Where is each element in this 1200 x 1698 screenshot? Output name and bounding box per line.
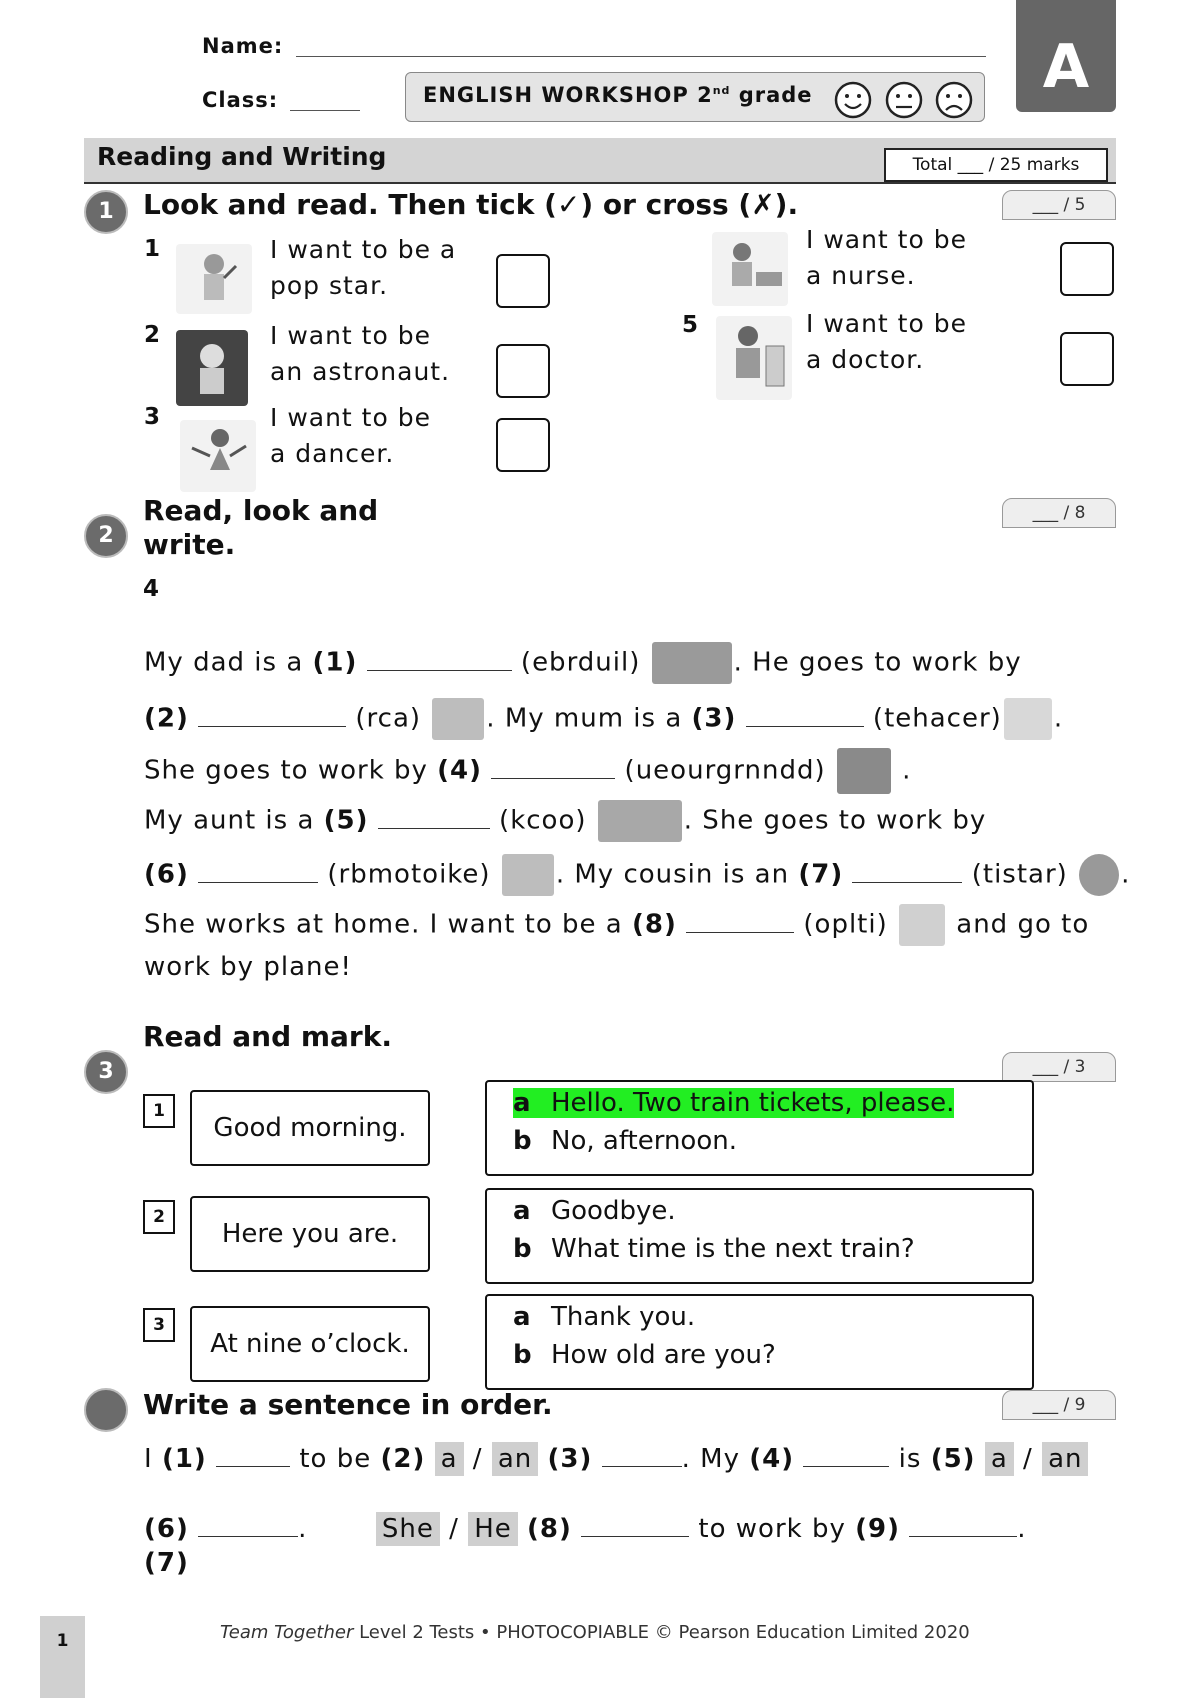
item-1-number: 1 [144,236,161,262]
task-2-title: Read, look and write. [143,494,379,561]
teacher-desk-icon [1004,698,1052,740]
paragraph-line-4: My aunt is a (5) (kcoo) . She goes to work by [144,800,986,842]
item-2-tickbox[interactable] [496,344,550,398]
paragraph-line-1: My dad is a (1) (ebrduil) . He goes to work by [144,642,1022,684]
motorbike-icon [502,854,554,896]
word-blank-8[interactable] [581,1516,689,1537]
neutral-face-icon[interactable] [884,80,924,120]
item-1-text: I want to be a pop star. [270,235,457,300]
task-3-number: 3 [84,1050,128,1094]
sentence-line-1: I (1) to be (2) a / an (3) . My (4) is (5) a / an [144,1442,1088,1476]
dancer-picture [180,420,256,492]
article-chip-an[interactable]: an [492,1442,538,1476]
section-title: Reading and Writing [97,142,387,171]
dialogue-3-prompt: At nine o’clock. [190,1306,430,1382]
total-marks-box: Total ___ / 25 marks [884,148,1108,182]
page-number: 1 [40,1616,85,1698]
word-blank-4[interactable] [803,1446,889,1467]
word-blank-3[interactable] [602,1446,682,1467]
task-1-title: Look and read. Then tick (✓) or cross (✗). [143,188,799,221]
item-5-tickbox[interactable] [1060,332,1114,386]
word-blank-1[interactable] [216,1446,290,1467]
dialogue-3-option-b[interactable]: b How old are you? [513,1340,776,1370]
paragraph-line-6: She works at home. I want to be a (8) (oplti) and go to [144,904,1089,946]
nurse-picture [712,232,788,306]
blank-4[interactable] [491,758,615,779]
pronoun-chip-he[interactable]: He [468,1512,518,1546]
cook-utensils-icon [598,800,682,842]
item-4-tickbox[interactable] [1060,242,1114,296]
article-chip-an-2[interactable]: an [1042,1442,1088,1476]
paragraph-line-3: She goes to work by (4) (ueourgrnndd) . [144,748,911,794]
item-2-number: 2 [144,322,161,348]
word-blank-9[interactable] [909,1516,1017,1537]
task-4-score: ___ / 9 [1002,1390,1116,1420]
footer-credit: Team Together Level 2 Tests • PHOTOCOPIABLE © Pearson Education Limited 2020 [220,1622,970,1643]
sentence-line-2: (6) . She / He (8) to work by (9) . [144,1514,1027,1544]
item-1-tickbox[interactable] [496,254,550,308]
task-1-score: ___ / 5 [1002,190,1116,220]
dialogue-2-number: 2 [143,1200,175,1234]
task-4-title: Write a sentence in order. [143,1388,553,1421]
item-5-number: 5 [682,312,699,338]
task-4-circle [84,1388,128,1432]
item-3-number: 3 [144,404,161,430]
stray-number: 4 [143,576,160,602]
dialogue-1-prompt: Good morning. [190,1090,430,1166]
dialogue-2-prompt: Here you are. [190,1196,430,1272]
task-2-score: ___ / 8 [1002,498,1116,528]
task-3-title: Read and mark. [143,1020,392,1053]
dialogue-3-option-a[interactable]: a Thank you. [513,1302,696,1332]
dialogue-2-option-a[interactable]: a Goodbye. [513,1196,676,1226]
item-3-tickbox[interactable] [496,418,550,472]
name-line[interactable] [296,56,986,57]
car-icon [432,698,484,740]
pronoun-chip-she[interactable]: She [376,1512,440,1546]
builder-tools-icon [652,642,732,684]
blank-3[interactable] [746,706,864,727]
item-5-text: I want to be a doctor. [806,309,967,374]
paragraph-line-7: work by plane! [144,952,352,982]
dialogue-1-option-b[interactable]: b No, afternoon. [513,1126,737,1156]
underground-train-icon [837,748,891,794]
item-2-text: I want to be an astronaut. [270,321,451,386]
paragraph-line-5: (6) (rbmotoike) . My cousin is an (7) (tistar) . [144,854,1130,896]
task-1-number: 1 [84,190,128,234]
class-line[interactable] [290,110,360,111]
item-4-text: I want to be a nurse. [806,225,967,290]
sentence-number-7: (7) [144,1548,189,1578]
task-3-score: ___ / 3 [1002,1052,1116,1082]
dialogue-1-options [485,1080,1034,1176]
doctor-picture [716,316,792,400]
blank-5[interactable] [378,808,490,829]
word-blank-6[interactable] [198,1516,298,1537]
article-chip-a-2[interactable]: a [985,1442,1014,1476]
class-label: Class: [202,88,279,112]
dialogue-2-options [485,1188,1034,1284]
item-3-text: I want to be a dancer. [270,403,431,468]
dialogue-1-option-a[interactable]: a Hello. Two train tickets, please. [513,1088,955,1118]
blank-8[interactable] [686,912,794,933]
blank-2[interactable] [198,706,346,727]
paragraph-line-2: (2) (rca) . My mum is a (3) (tehacer) . [144,698,1063,740]
workshop-title: ENGLISH WORKSHOP 2nd grade [423,83,813,107]
dialogue-3-options [485,1294,1034,1390]
blank-1[interactable] [367,650,512,671]
dialogue-3-number: 3 [143,1308,175,1342]
blank-6[interactable] [198,862,318,883]
dialogue-1-number: 1 [143,1094,175,1128]
happy-face-icon[interactable] [833,80,873,120]
test-version-badge: A [1016,0,1116,112]
artist-palette-icon [1079,854,1119,896]
blank-7[interactable] [852,862,962,883]
plane-icon [899,904,945,946]
name-label: Name: [202,34,284,58]
astronaut-picture [176,330,248,406]
sad-face-icon[interactable] [934,80,974,120]
dialogue-2-option-b[interactable]: b What time is the next train? [513,1234,915,1264]
pop-star-picture [176,244,252,314]
article-chip-a[interactable]: a [435,1442,464,1476]
task-2-number: 2 [84,514,128,558]
